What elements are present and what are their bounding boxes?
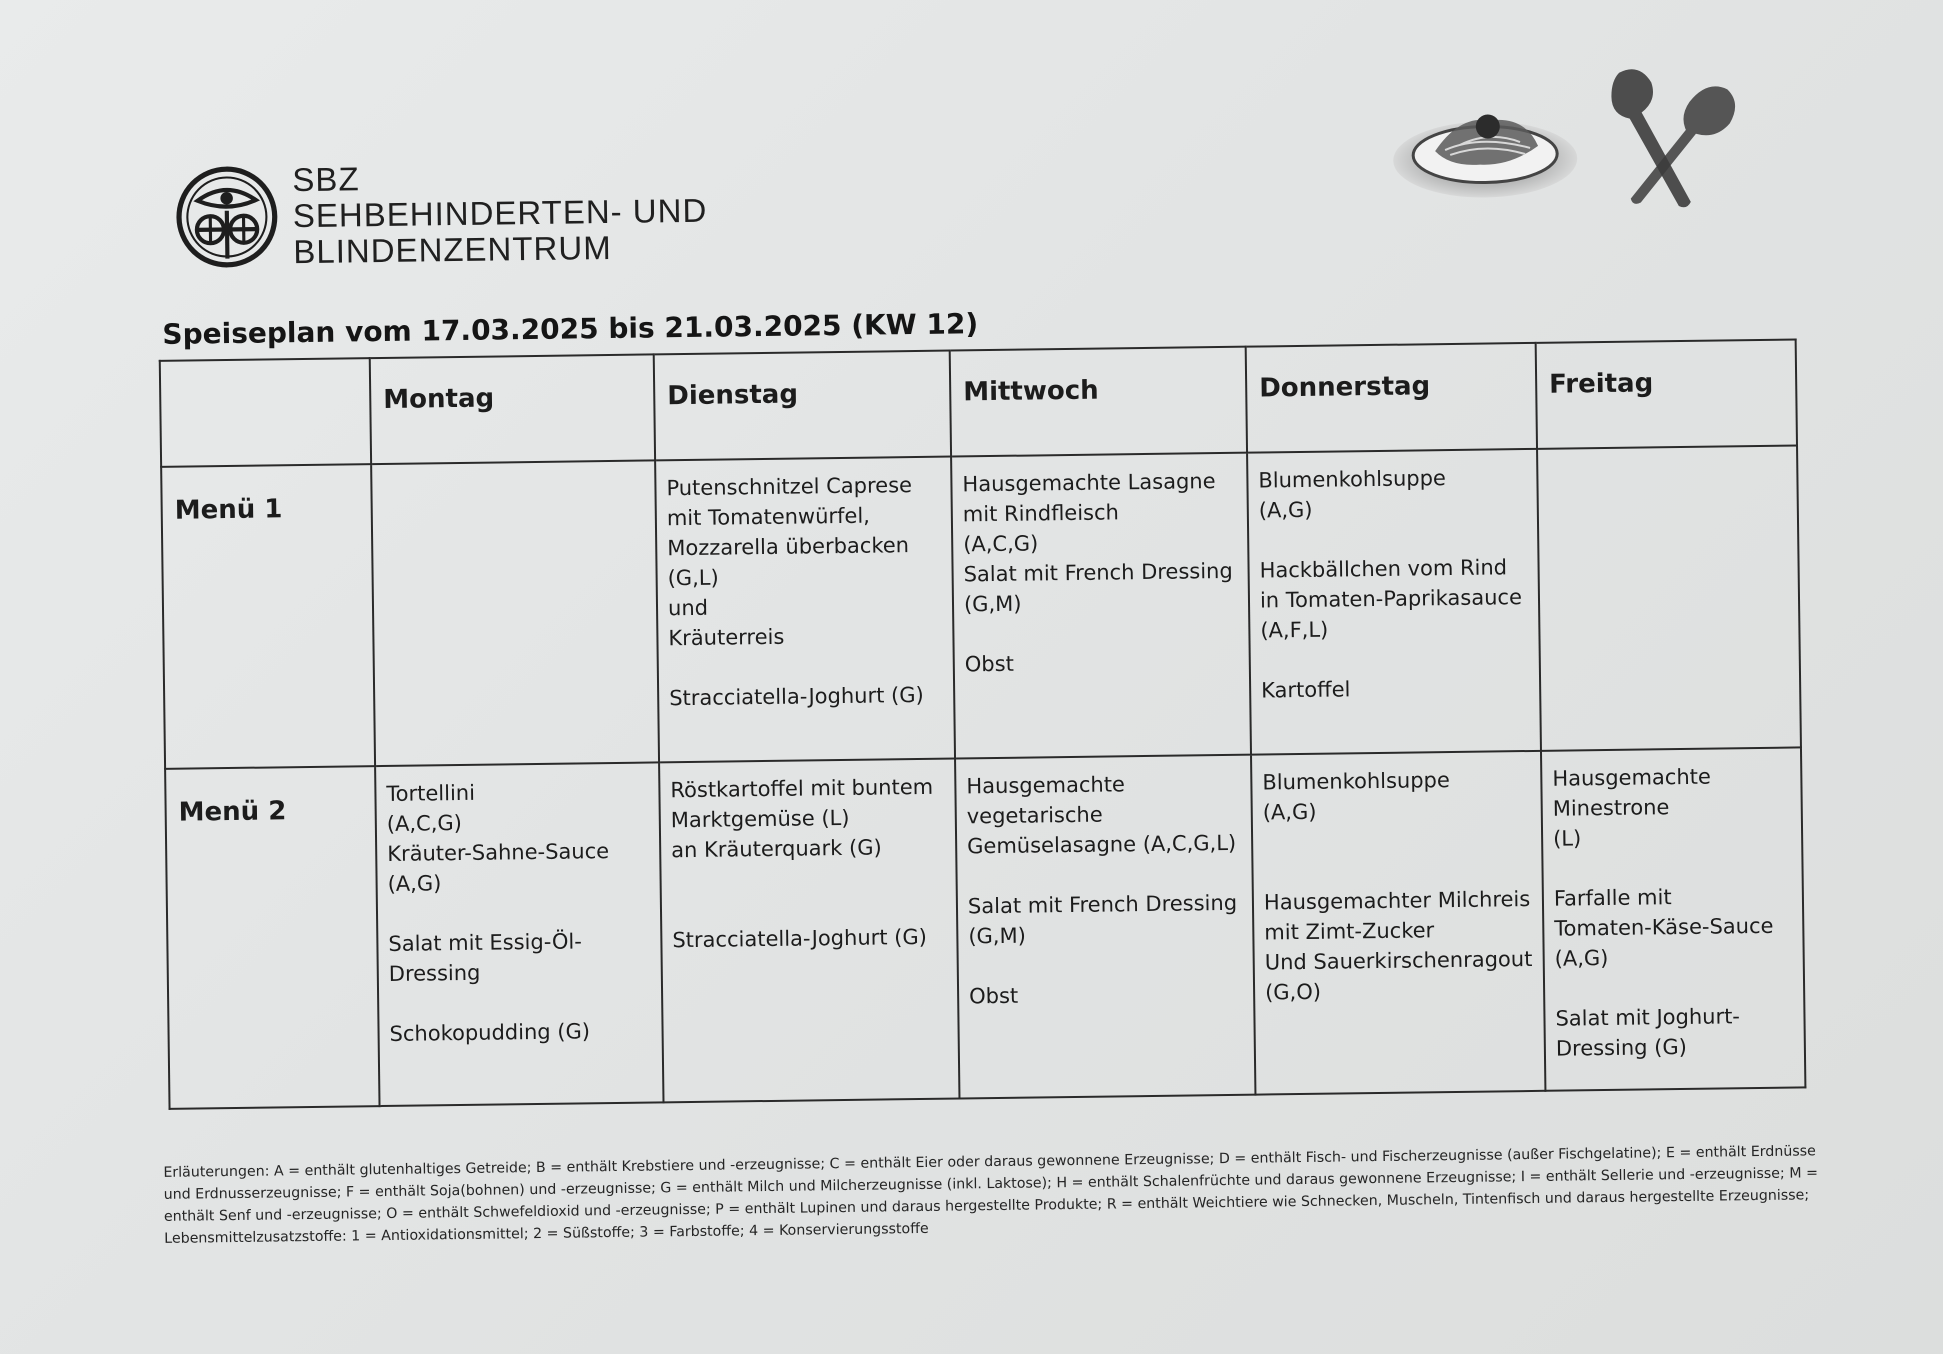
menu-line: in Tomaten-Paprikasauce — [1259, 585, 1523, 613]
sbz-logo-icon — [174, 164, 279, 269]
menu-line: Minestrone — [1552, 795, 1670, 821]
menu-line: (L) — [1552, 826, 1582, 851]
menu-line: Tomaten-Käse-Sauce — [1554, 913, 1774, 941]
allergen-legend: Erläuterungen: A = enthält glutenhaltiges Getreide; B = enthält Krebstiere und -erzeugnisse; C = enthält Eier oder daraus gewonnene Erzeugnisse; D = enthält Fisch- und Fischerzeugnisse (außer Fischgelatine); E = enthält Erdnüsse und Erdnusserzeugnisse; F = enthält Soja(bohnen) und -erzeugnisse; G = enthält Milch und Milcherzeugnisse (inkl. Laktose); H = enthält Schalenfrüchte und daraus gewonnene Erzeugnisse; I = enthält Sellerie und -erzeugnisse; M = enthält Senf und -erzeugnisse; O = enthält Schwefeldioxid und -erzeugnisse; P = enthält Lupinen und daraus hergestellte Produkte; R = enthält Weichtiere wie Schnecken, Muscheln, Tintenfisch und daraus hergestellte Erzeugnisse; Lebensmittelzusatzstoffe: 1 = Antioxidationsmittel; 2 = Süßstoffe; 3 = Farbstoffe; 4 = Konservierungsstoffe — [163, 1143, 1819, 1247]
logo-line-2: SEHBEHINDERTEN- UND — [292, 191, 708, 235]
menu-line: (G,L) — [667, 565, 719, 591]
menu-line: vegetarische — [966, 802, 1103, 829]
menu-1-freitag-cell — [1537, 445, 1801, 750]
header-day-donnerstag: Donnerstag — [1246, 343, 1537, 453]
menu-line: und — [667, 595, 709, 621]
logo-line-1: SBZ — [292, 160, 360, 199]
menu-line — [389, 985, 653, 1018]
menu-1-dienstag-cell — [655, 457, 955, 763]
menu-line: (A,G) — [387, 871, 442, 896]
menu-line: Obst — [968, 983, 1019, 1009]
menu-2-donnerstag-cell — [1251, 751, 1545, 1095]
menu-1-montag-cell — [371, 460, 659, 766]
menu-line: Salat mit French Dressing — [967, 890, 1238, 919]
menu-line: Blumenkohlsuppe — [1258, 466, 1447, 493]
menu-line: Marktgemüse (L) — [670, 805, 850, 833]
menu-line: Hausgemachte Lasagne — [962, 469, 1216, 497]
menu-line: Gemüselasagne (A,C,G,L) — [967, 830, 1237, 859]
menu-line — [1263, 854, 1533, 888]
menu-line: Röstkartoffel mit buntem — [670, 774, 934, 803]
weekly-menu-table — [159, 338, 1807, 1109]
menu-line: Stracciatella-Joghurt (G) — [672, 924, 928, 953]
menu-line: Schokopudding (G) — [389, 1019, 591, 1046]
menu-line: (A,G) — [1554, 945, 1609, 971]
menu-cell-text — [376, 763, 662, 1049]
menu-cell-text — [956, 756, 1253, 1012]
table-row-menu-2 — [165, 747, 1805, 1108]
menu-line: Hausgemachter Milchreis — [1263, 886, 1531, 915]
menu-line: (A,G) — [1258, 497, 1313, 523]
header-day-dienstag: Dienstag — [654, 351, 951, 461]
menu-line: Hausgemachte — [1552, 764, 1711, 791]
menu-cell-text — [1252, 752, 1543, 1008]
menu-line: (G,M) — [968, 923, 1026, 949]
menu-line: (A,C,G) — [386, 810, 463, 836]
menu-line: Hausgemachte — [966, 772, 1126, 799]
menu-line: an Kräuterquark (G) — [671, 835, 882, 863]
header-day-freitag: Freitag — [1536, 339, 1797, 448]
menu-sheet — [150, 128, 1819, 1280]
menu-line: Obst — [964, 651, 1015, 677]
menu-cell-text — [952, 454, 1249, 680]
menu-cell-text — [660, 760, 956, 956]
menu-line: Blumenkohlsuppe — [1262, 768, 1450, 795]
menu-line: Kräuter-Sahne-Sauce — [387, 839, 610, 866]
menu-line — [1263, 824, 1533, 858]
menu-line: Hackbällchen vom Rind — [1259, 555, 1508, 583]
header-day-mittwoch: Mittwoch — [950, 347, 1247, 457]
sbz-logo — [174, 157, 708, 272]
menu-line — [1261, 642, 1531, 676]
logo-wordmark — [292, 157, 708, 270]
menu-line: mit Rindfleisch — [962, 500, 1120, 527]
menu-line: Kräuterreis — [668, 624, 785, 651]
menu-line: Tortellini — [386, 780, 476, 806]
menu-line: Kartoffel — [1261, 677, 1351, 703]
menu-2-dienstag-cell — [659, 759, 959, 1103]
menu-line — [671, 862, 947, 896]
menu-cell-text — [1538, 446, 1796, 461]
table-row-menu-1 — [161, 445, 1801, 768]
menu-line: Mozzarella überbacken — [667, 533, 910, 561]
menu-2-mittwoch-cell — [955, 755, 1255, 1099]
logo-line-3: BLINDENZENTRUM — [293, 228, 612, 271]
menu-cell-text — [1542, 748, 1804, 1063]
menu-line: Dressing — [388, 960, 481, 986]
menu-line: (G,O) — [1264, 979, 1322, 1005]
menu-line — [969, 948, 1245, 982]
menu-line — [964, 616, 1240, 650]
menu-line — [388, 895, 652, 928]
menu-line — [672, 892, 948, 926]
menu-line: Salat mit Joghurt- — [1555, 1004, 1741, 1031]
menu-line: mit Tomatenwürfel, — [666, 503, 871, 531]
menu-line — [1553, 851, 1793, 884]
menu-line: mit Zimt-Zucker — [1264, 918, 1435, 945]
pasta-and-cutlery-illustration — [1389, 51, 1751, 226]
menu-line: (A,G) — [1262, 799, 1317, 825]
menu-line: Dressing (G) — [1555, 1034, 1687, 1061]
menu-line: Salat mit French Dressing — [963, 558, 1233, 587]
menu-1-donnerstag-cell — [1247, 449, 1541, 755]
header-day-montag: Montag — [370, 354, 655, 464]
menu-line — [1259, 522, 1529, 556]
menu-line: (A,F,L) — [1260, 617, 1329, 643]
row-label-menu-2: Menü 2 — [165, 766, 379, 1109]
menu-2-freitag-cell — [1541, 747, 1805, 1090]
menu-cell-text — [1248, 450, 1539, 706]
menu-line: (G,M) — [963, 591, 1022, 617]
menu-cell-text — [656, 458, 953, 714]
menu-line: (A,C,G) — [963, 531, 1039, 557]
menu-2-montag-cell — [375, 762, 663, 1106]
menu-cell-text — [372, 461, 654, 477]
menu-plan-title: Speiseplan vom 17.03.2025 bis 21.03.2025 (KW 12) — [162, 307, 979, 351]
row-label-menu-1: Menü 1 — [161, 464, 375, 769]
menu-line: Und Sauerkirschenragout — [1264, 946, 1533, 975]
menu-line — [967, 858, 1243, 892]
menu-line — [669, 650, 945, 684]
menu-line: Salat mit Essig-Öl- — [388, 929, 582, 956]
menu-line — [1555, 971, 1795, 1004]
menu-1-mittwoch-cell — [951, 453, 1251, 759]
header-corner-cell — [160, 358, 371, 467]
menu-line: Putenschnitzel Caprese — [666, 473, 913, 501]
menu-line: Farfalle mit — [1553, 885, 1672, 911]
menu-line: Stracciatella-Joghurt (G) — [669, 682, 924, 711]
